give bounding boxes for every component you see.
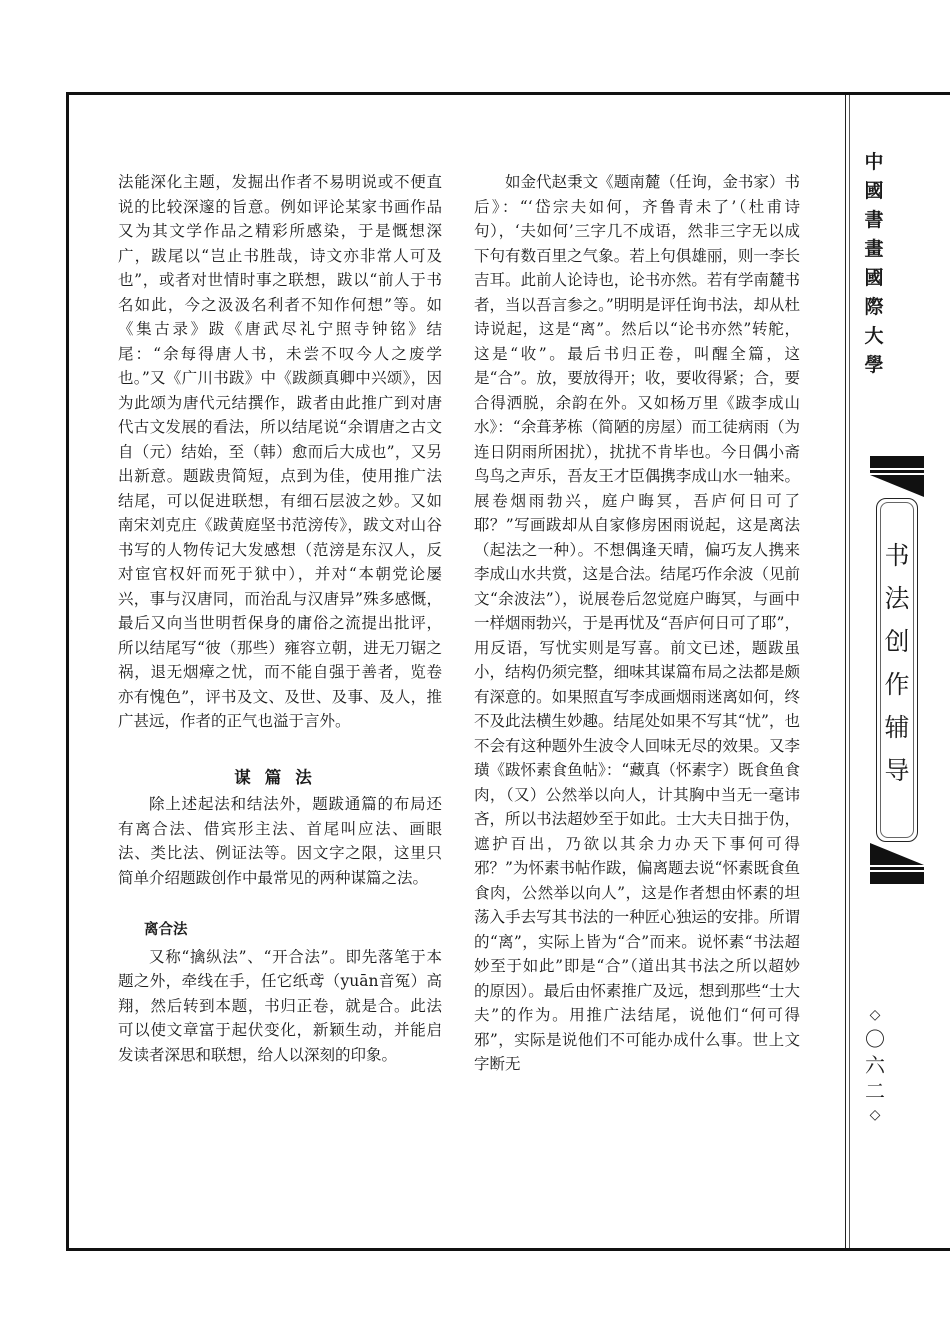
frame-top-border	[66, 92, 950, 95]
book-title-char: 辅	[884, 713, 910, 742]
university-char: 學	[864, 354, 884, 376]
cartouche-wedge-top	[870, 475, 924, 497]
left-paragraph-3: 又称“擒纵法”、“开合法”。即先落笔于本题之外，牵线在手，任它纸鸢（yuān音冤）高翔，然后转到本题，书归正卷，就是合。此法可以使文章富于起伏变化，新颖生动，并能启发读者深思和联想，给人以深刻的印象。	[118, 947, 442, 1064]
spine-divider-inner	[849, 95, 850, 1248]
university-char: 書	[864, 209, 884, 231]
right-paragraph-1: 如金代赵秉文《题南麓（任询，金书家）书后》：“‘岱宗夫如何，齐鲁青未了’（杜甫诗句），‘夫如何’三字几不成语，然非三字无以成下句有数百里之气象。若上句俱雄丽，则一李长吉耳。此前人论诗也，论书亦然。若有学南麓书者，当以吾言参之。”明明是评任询书法，却从杜诗说起，这是“离”。然后以“论书亦然”转舵，这是“收”。最后书归正卷，叫醒全篇，这是“合”。放，要放得开；收，要收得紧；合，要合得洒脱，余韵在外。又如杨万里《跋李成山水》：“余葺茅栋（简陋的房屋）而工徒病雨（为连日阴雨所困扰），扰扰不肯毕也。今日偶小斋鸟鸟之声乐，吾友王才臣偶携李成山水一轴来。展卷烟雨勃兴，庭户晦冥，吾庐何日可了耶？”写画跋却从自家修房困雨说起，这是离法（起法之一种）。不想偶逢天晴，偏巧友人携来李成山水共赏，这是合法。结尾巧作余波（见前文“余波法”），说展卷后忽觉庭户晦冥，与画中一样烟雨勃兴，于是再忧及“吾庐何日可了耶”，用反语，写忧实则是写喜。前文已述，题跋虽小，结构仍须完整，细味其谋篇布局之法都是颇有深意的。如果照直写李成画烟雨迷离如何，终不及此法横生妙趣。结尾处如果不写其“忧”，也不会有这种题外生波令人回味无尽的效果。又李璜《跋怀素食鱼帖》：“藏真（怀素字）既食鱼食肉，（又）公然举以向人，计其胸中当无一毫讳吝，所以书法超妙至于如此。士大夫日拙于伪，遮护百出，乃欲以其余力办天下事何可得邪？”为怀素书帖作跋，偏离题去说“怀素既食鱼食肉，公然举以向人”，这是作者想由怀素的坦荡入手去写其书法的一种匠心独运的安排。所谓的“离”，实际上皆为“合”而来。说怀素“书法超妙至于如此”即是“合”（道出其书法之所以超妙的原因）。最后由怀素推广及远，想到那些“士大夫”的作为。用推广法结尾，说他们“何可得邪”，实际是说他们不可能办成什么事。世上文字断无	[474, 173, 800, 1073]
sub-title: 离合法	[144, 922, 188, 938]
book-title-char: 创	[884, 627, 910, 656]
page-number-char: 六	[865, 1053, 885, 1077]
frame-left-border	[66, 92, 69, 1251]
left-paragraph-1: 法能深化主题，发掘出作者不易明说或不便直说的比较深邃的旨意。例如评论某家书画作品又为其文学作品之精彩所感染，于是慨想深广，跋尾以“岂止书胜哉，诗文亦非常人可及也”，或者对世情时事之联想，跋以“前人于书名如此，今之汲汲名利者不知作何想”等。如《集古录》跋《唐武尽礼宁照寺钟铭》结尾：“余每得唐人书，未尝不叹今人之废学也。”又《广川书跋》中《跋颜真卿中兴颂》，因为此颂为唐代元结撰作，跋者由此推广到对唐代古文发展的看法，所以结尾说“余谓唐之古文自（元）结始，至（韩）愈而后大成也”，又另出新意。题跋贵简短，点到为佳，使用推广法结尾，可以促进联想，有细石层波之妙。又如南宋刘克庄《跋黄庭坚书范滂传》，跋文对山谷书写的人物传记大发感想（范滂是东汉人，反对宦官权奸而死于狱中），并对“本朝党论屡兴，事与汉唐同，而治乱与汉唐异”殊多感慨，最后又向当世明哲保身的庸俗之流提出批评，所以结尾写“彼（那些）雍容立朝，进无刀锯之祸，退无烟瘴之忧，而不能自强于善者，览卷亦有愧色”，评书及文、及世、及事、及人，推广甚远，作者的正气也溢于言外。	[118, 173, 442, 730]
book-title-char: 书	[884, 541, 910, 570]
right-column	[474, 170, 800, 1077]
cartouche-bar-bottom-thin	[870, 867, 924, 870]
section-title: 谋篇法	[234, 767, 326, 787]
page-number	[858, 1004, 892, 1126]
page-number-char: 二	[865, 1079, 885, 1103]
book-title-char: 导	[884, 756, 910, 785]
university-char: 中	[864, 151, 884, 173]
left-column	[118, 170, 442, 1067]
book-title	[876, 534, 918, 792]
cartouche-wedge-bottom	[870, 843, 924, 865]
diamond-icon: ◇	[869, 1007, 881, 1023]
cartouche-bar-bottom	[870, 872, 924, 884]
university-char: 際	[864, 296, 884, 318]
university-char: 國	[864, 267, 884, 289]
university-char: 國	[864, 180, 884, 202]
university-char: 大	[864, 325, 884, 347]
left-paragraph-2: 除上述起法和结法外，题跋通篇的布局还有离合法、借宾形主法、首尾叫应法、画眼法、类比法、例证法等。因文字之限，这里只简单介绍题跋创作中最常见的两种谋篇之法。	[118, 795, 442, 887]
cartouche-bar-top	[870, 456, 924, 468]
frame-bottom-border	[66, 1248, 950, 1251]
spine-divider	[845, 95, 846, 1248]
university-char: 畫	[864, 238, 884, 260]
diamond-icon: ◇	[869, 1107, 881, 1123]
cartouche-bar-top-thin	[870, 470, 924, 473]
page-number-char: 〇	[865, 1027, 885, 1051]
book-title-char: 法	[884, 584, 910, 613]
university-name	[858, 148, 890, 380]
book-title-char: 作	[884, 670, 910, 699]
